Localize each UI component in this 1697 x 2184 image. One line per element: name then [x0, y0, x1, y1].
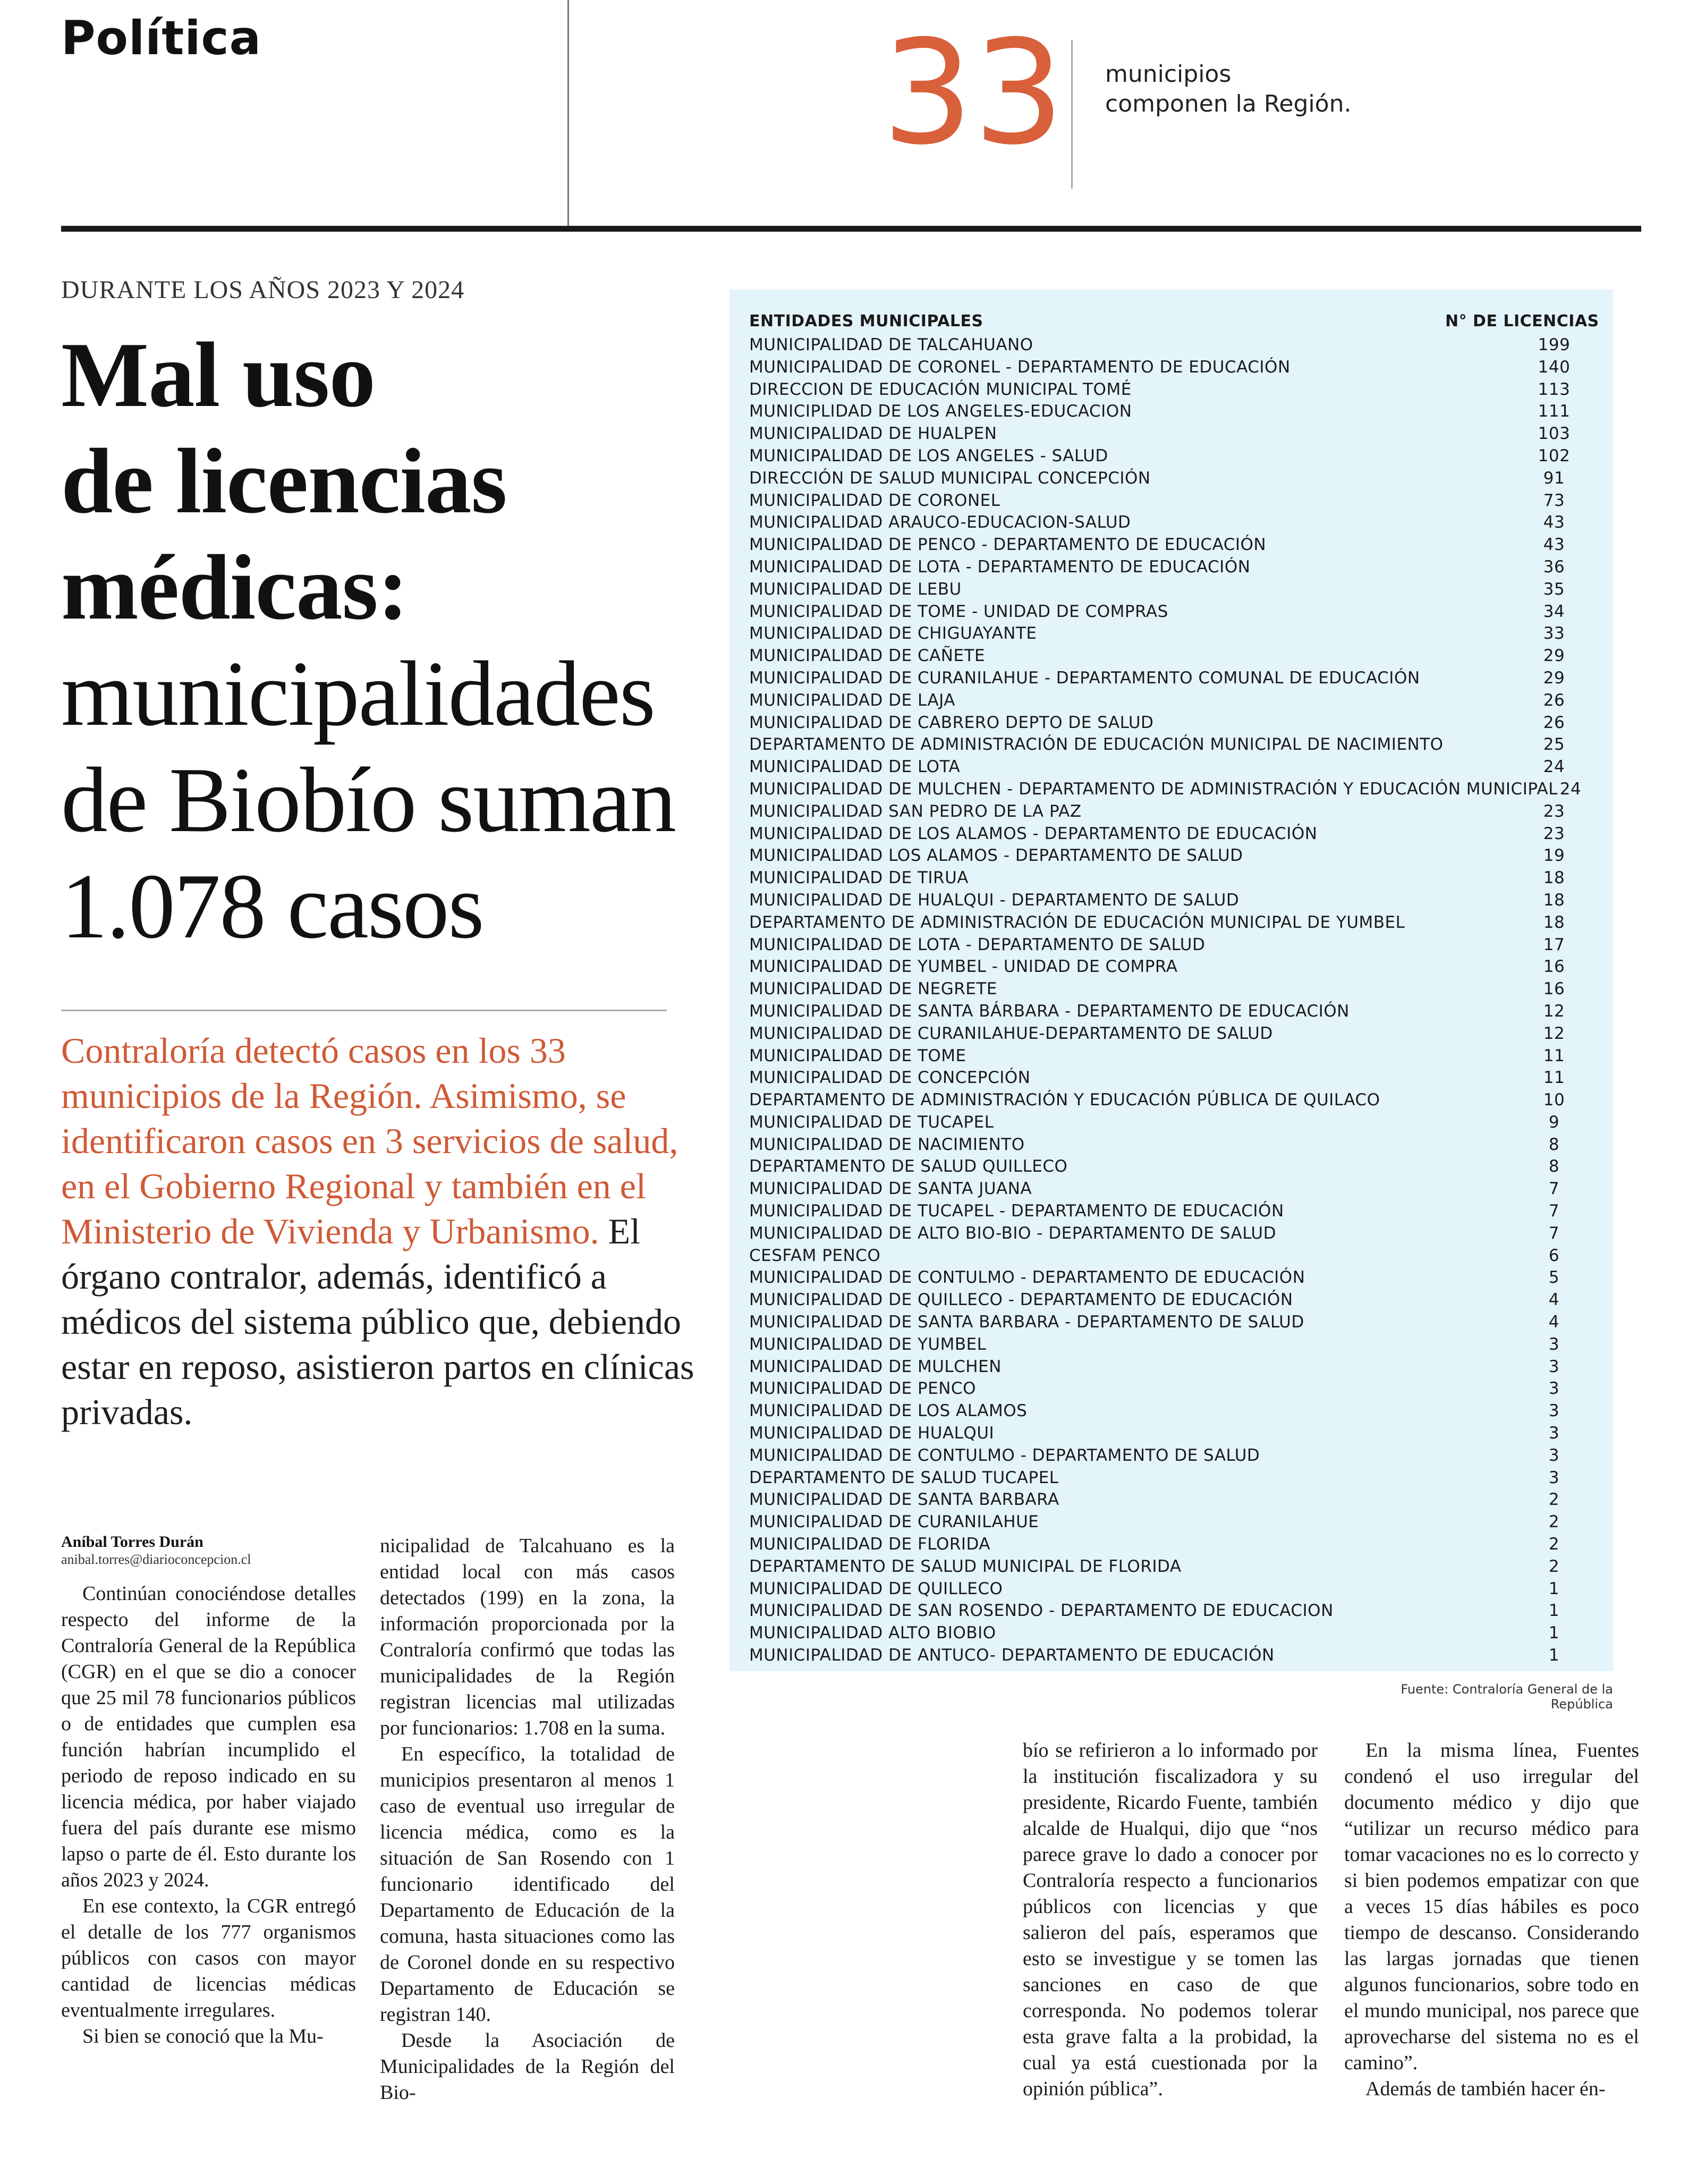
- table-cell-entity: DEPARTAMENTO DE SALUD TUCAPEL: [749, 1468, 1059, 1487]
- deck-text: El órgano contralor, además, identificó a médicos del sistema público que, debiendo estar en reposo, asistieron partos en clínicas privadas.: [61, 1211, 694, 1432]
- table-cell-count: 33: [1543, 624, 1565, 644]
- table-row: [749, 1579, 1583, 1602]
- headline-rule: [61, 1010, 667, 1011]
- table-cell-count: 25: [1543, 735, 1565, 755]
- table-cell-entity: DIRECCION DE EDUCACIÓN MUNICIPAL TOMÉ: [749, 379, 1132, 399]
- table-cell-entity: MUNICIPALIDAD DE CURANILAHUE-DEPARTAMENTO DE SALUD: [749, 1023, 1273, 1043]
- header-rule: [61, 226, 1641, 232]
- table-row: [749, 1601, 1583, 1623]
- table-row: [749, 1490, 1583, 1512]
- table-row: [749, 1535, 1583, 1557]
- table-cell-entity: MUNICIPALIDAD DE YUMBEL - UNIDAD DE COMPRA: [749, 957, 1178, 977]
- table-cell-entity: MUNICIPALIDAD DE HUALPEN: [749, 424, 997, 444]
- body-paragraph: En ese contexto, la CGR entregó el detalle de los 777 organismos públicos con casos con mayor cantidad de licencias médicas eventualmente irregulares.: [61, 1895, 356, 2021]
- table-header-entity: ENTIDADES MUNICIPALES: [749, 312, 983, 331]
- table-row: [749, 1446, 1583, 1468]
- table-cell-count: 24: [1559, 779, 1582, 799]
- licenses-table-panel: [729, 290, 1613, 1671]
- table-cell-count: 23: [1543, 824, 1565, 843]
- table-cell-entity: MUNICIPALIDAD DE TOME: [749, 1046, 966, 1065]
- body-paragraph: En la misma línea, Fuentes condenó el uso irregular del documento médico y dijo que “utilizar un recurso médico para tomar vacaciones no es lo correcto y si bien podemos empatizar con que a veces 15 días hábiles es poco tiempo de descanso. Considerando las largas jornadas que tienen algunos funcionarios, sobre todo en el mundo municipal, nos parece que aprovecharse del sistema no es el camino”.: [1344, 1739, 1639, 2074]
- table-row: [749, 979, 1583, 1002]
- table-cell-count: 7: [1548, 1201, 1560, 1221]
- table-row: [749, 824, 1583, 846]
- table-cell-entity: MUNICIPALIDAD DE FLORIDA: [749, 1535, 991, 1554]
- table-cell-entity: MUNICIPALIDAD DE CONCEPCIÓN: [749, 1068, 1031, 1088]
- table-cell-count: 3: [1548, 1401, 1560, 1421]
- table-row: [749, 735, 1583, 757]
- table-row: [749, 491, 1583, 513]
- table-row: [749, 1224, 1583, 1246]
- table-row: [749, 846, 1583, 868]
- table-cell-entity: MUNICIPALIDAD DE YUMBEL: [749, 1334, 987, 1354]
- table-cell-entity: MUNICIPALIDAD DE SANTA BARBARA: [749, 1490, 1059, 1510]
- table-cell-entity: MUNICIPALIDAD DE PENCO - DEPARTAMENTO DE EDUCACIÓN: [749, 535, 1267, 555]
- table-cell-count: 12: [1543, 1001, 1565, 1021]
- table-cell-entity: MUNICIPALIDAD DE LOS ALAMOS - DEPARTAMENTO DE EDUCACIÓN: [749, 824, 1318, 843]
- table-row: [749, 891, 1583, 913]
- table-cell-count: 19: [1543, 846, 1565, 866]
- table-cell-entity: MUNICIPALIDAD DE QUILLECO - DEPARTAMENTO DE EDUCACIÓN: [749, 1290, 1293, 1310]
- table-cell-count: 103: [1538, 424, 1571, 444]
- table-row: [749, 1246, 1583, 1268]
- article-headline: [61, 321, 731, 959]
- table-cell-count: 8: [1548, 1157, 1560, 1176]
- table-cell-entity: MUNICIPALIDAD DE LOTA: [749, 757, 961, 777]
- headline-line: Mal uso: [61, 323, 375, 426]
- table-cell-count: 3: [1548, 1379, 1560, 1399]
- table-row: [749, 691, 1583, 713]
- table-cell-count: 3: [1548, 1334, 1560, 1354]
- table-cell-count: 3: [1548, 1468, 1560, 1487]
- table-cell-count: 9: [1548, 1112, 1560, 1132]
- table-cell-count: 43: [1543, 513, 1565, 532]
- table-cell-entity: MUNICIPALIDAD DE LAJA: [749, 690, 955, 710]
- table-cell-count: 2: [1548, 1556, 1560, 1576]
- header-divider: [567, 0, 569, 226]
- table-cell-count: 1: [1548, 1579, 1560, 1598]
- table-cell-count: 2: [1548, 1535, 1560, 1554]
- table-cell-count: 35: [1543, 579, 1565, 599]
- table-cell-count: 12: [1543, 1023, 1565, 1043]
- table-row: [749, 935, 1583, 958]
- table-row: [749, 1623, 1583, 1646]
- stat-caption-line: municipios: [1105, 61, 1232, 88]
- table-cell-entity: MUNICIPALIDAD DE NEGRETE: [749, 979, 997, 999]
- table-cell-entity: MUNICIPALIDAD DE CURANILAHUE - DEPARTAMENTO COMUNAL DE EDUCACIÓN: [749, 668, 1420, 688]
- table-cell-entity: MUNICIPALIDAD LOS ALAMOS - DEPARTAMENTO DE SALUD: [749, 846, 1243, 866]
- body-paragraph: Además de también hacer én-: [1365, 2078, 1606, 2100]
- table-cell-count: 5: [1548, 1268, 1560, 1288]
- table-row: [749, 1424, 1583, 1446]
- table-cell-count: 18: [1543, 868, 1565, 888]
- table-row: [749, 535, 1583, 557]
- table-cell-count: 26: [1543, 713, 1565, 732]
- table-cell-count: 1: [1548, 1601, 1560, 1621]
- table-cell-count: 26: [1543, 690, 1565, 710]
- table-cell-entity: MUNICIPALIDAD DE TUCAPEL - DEPARTAMENTO DE EDUCACIÓN: [749, 1201, 1284, 1221]
- table-cell-entity: DEPARTAMENTO DE ADMINISTRACIÓN Y EDUCACIÓN PÚBLICA DE QUILACO: [749, 1090, 1380, 1110]
- table-cell-entity: MUNICIPALIDAD DE SAN ROSENDO - DEPARTAMENTO DE EDUCACION: [749, 1601, 1334, 1621]
- table-cell-count: 111: [1538, 402, 1571, 421]
- stat-number: 33: [882, 9, 1065, 176]
- table-row: [749, 757, 1583, 780]
- table-cell-entity: MUNICIPALIDAD DE MULCHEN: [749, 1357, 1002, 1376]
- table-cell-entity: MUNICIPALIDAD DE CORONEL: [749, 490, 1000, 510]
- table-row: [749, 713, 1583, 735]
- stat-caption: [1105, 60, 1424, 119]
- table-cell-count: 199: [1538, 335, 1571, 354]
- body-paragraph: Si bien se conoció que la Mu-: [82, 2025, 324, 2047]
- table-cell-entity: MUNICIPALIDAD DE HUALQUI: [749, 1424, 995, 1443]
- table-row: [749, 780, 1583, 802]
- table-cell-entity: MUNICIPALIDAD DE ALTO BIO-BIO - DEPARTAMENTO DE SALUD: [749, 1223, 1276, 1243]
- table-cell-entity: MUNICIPALIDAD DE LOTA - DEPARTAMENTO DE SALUD: [749, 935, 1206, 954]
- table-cell-count: 18: [1543, 912, 1565, 932]
- table-row: [749, 1201, 1583, 1224]
- table-cell-count: 102: [1538, 446, 1571, 465]
- table-cell-entity: MUNICIPALIDAD DE LOS ANGELES - SALUD: [749, 446, 1108, 465]
- table-cell-entity: MUNICIPLIDAD DE LOS ANGELES-EDUCACION: [749, 402, 1132, 421]
- table-cell-entity: MUNICIPALIDAD ARAUCO-EDUCACION-SALUD: [749, 513, 1131, 532]
- table-cell-count: 10: [1543, 1090, 1565, 1110]
- table-cell-count: 36: [1543, 557, 1565, 577]
- body-column-4: [1344, 1738, 1639, 2102]
- table-cell-count: 11: [1543, 1046, 1565, 1065]
- table-cell-entity: MUNICIPALIDAD DE CABRERO DEPTO DE SALUD: [749, 713, 1154, 732]
- table-row: [749, 1557, 1583, 1579]
- table-row: [749, 1068, 1583, 1090]
- table-cell-count: 73: [1543, 490, 1565, 510]
- table-row: [749, 1024, 1583, 1046]
- table-row: [749, 802, 1583, 824]
- table-row: [749, 868, 1583, 891]
- table-row: [749, 1290, 1583, 1313]
- table-row: [749, 1113, 1583, 1135]
- body-paragraph: En específico, la totalidad de municipios presentaron al menos 1 caso de eventual uso irregular de licencia médica, como es la situación de San Rosendo con 1 funcionario identificado del Departamento de Educación de la comuna, hasta situaciones como las de Coronel donde en su respectivo Departamento de Educación se registran 140.: [380, 1743, 675, 2026]
- table-cell-entity: MUNICIPALIDAD DE CONTULMO - DEPARTAMENTO DE EDUCACIÓN: [749, 1268, 1305, 1288]
- headline-line: médicas:: [61, 536, 408, 639]
- table-cell-entity: MUNICIPALIDAD DE PENCO: [749, 1379, 976, 1399]
- table-source: Fuente: Contraloría General de la República: [1401, 1682, 1613, 1712]
- author-name: Aníbal Torres Durán: [61, 1533, 203, 1551]
- table-cell-count: 23: [1543, 801, 1565, 821]
- table-cell-entity: MUNICIPALIDAD DE SANTA BÁRBARA - DEPARTAMENTO DE EDUCACIÓN: [749, 1001, 1350, 1021]
- table-row: [749, 446, 1583, 469]
- table-cell-count: 16: [1543, 957, 1565, 977]
- table-cell-entity: MUNICIPALIDAD DE QUILLECO: [749, 1579, 1003, 1598]
- table-cell-entity: DEPARTAMENTO DE SALUD QUILLECO: [749, 1157, 1068, 1176]
- table-header-count: N° DE LICENCIAS: [1445, 312, 1599, 331]
- table-row: [749, 557, 1583, 580]
- table-row: [749, 1268, 1583, 1290]
- table-cell-count: 140: [1538, 357, 1571, 377]
- table-cell-count: 24: [1543, 757, 1565, 777]
- table-cell-entity: MUNICIPALIDAD DE LEBU: [749, 579, 962, 599]
- table-cell-entity: MUNICIPALIDAD DE SANTA BARBARA - DEPARTAMENTO DE SALUD: [749, 1313, 1304, 1332]
- table-row: [749, 1135, 1583, 1157]
- table-row: [749, 913, 1583, 935]
- table-cell-count: 7: [1548, 1179, 1560, 1199]
- table-row: [749, 1157, 1583, 1179]
- table-cell-entity: MUNICIPALIDAD DE TUCAPEL: [749, 1112, 994, 1132]
- table-cell-entity: MUNICIPALIDAD DE ANTUCO- DEPARTAMENTO DE EDUCACIÓN: [749, 1646, 1275, 1665]
- table-cell-entity: MUNICIPALIDAD DE HUALQUI - DEPARTAMENTO DE SALUD: [749, 890, 1240, 910]
- table-cell-entity: DEPARTAMENTO DE SALUD MUNICIPAL DE FLORIDA: [749, 1556, 1182, 1576]
- table-row: [749, 646, 1583, 668]
- table-cell-count: 29: [1543, 646, 1565, 666]
- body-paragraph: bío se refirieron a lo informado por la institución fiscalizadora y su presidente, Ricardo Fuente, también alcalde de Hualqui, dijo que “nos parece grave lo dado a conocer por Contraloría respecto a funcionarios públicos con licencias y que salieron del país, esperamos que esto se investigue y se tomen las sanciones en caso de que corresponda. No podemos tolerar esta grave falta a la probidad, la cual ya está cuestionada por la opinión pública”.: [1023, 1739, 1318, 2100]
- table-cell-count: 34: [1543, 602, 1565, 621]
- table-cell-count: 3: [1548, 1424, 1560, 1443]
- stat-caption-line: componen la Región.: [1105, 90, 1352, 117]
- headline-line: municipalidades: [61, 642, 655, 745]
- table-cell-entity: MUNICIPALIDAD DE CONTULMO - DEPARTAMENTO DE SALUD: [749, 1445, 1260, 1465]
- table-cell-count: 1: [1548, 1646, 1560, 1665]
- headline-line: 1.078 casos: [61, 854, 483, 958]
- table-cell-count: 43: [1543, 535, 1565, 555]
- table-header-row: [749, 312, 1599, 335]
- table-row: [749, 335, 1583, 358]
- table-row: [749, 602, 1583, 624]
- table-cell-count: 4: [1548, 1290, 1560, 1310]
- table-row: [749, 1090, 1583, 1113]
- table-cell-count: 91: [1543, 468, 1565, 488]
- table-cell-entity: DIRECCIÓN DE SALUD MUNICIPAL CONCEPCIÓN: [749, 468, 1151, 488]
- table-cell-entity: MUNICIPALIDAD DE SANTA JUANA: [749, 1179, 1032, 1199]
- table-cell-entity: MUNICIPALIDAD DE CAÑETE: [749, 646, 986, 666]
- article-kicker: DURANTE LOS AÑOS 2023 Y 2024: [61, 276, 465, 304]
- table-cell-count: 8: [1548, 1135, 1560, 1154]
- table-row: [749, 424, 1583, 446]
- table-cell-count: 17: [1543, 935, 1565, 954]
- table-row: [749, 1512, 1583, 1535]
- table-row: [749, 1646, 1583, 1668]
- table-cell-count: 11: [1543, 1068, 1565, 1088]
- licenses-table: [749, 312, 1599, 1668]
- table-cell-entity: MUNICIPALIDAD DE CHIGUAYANTE: [749, 624, 1037, 644]
- table-body: [749, 335, 1583, 1668]
- table-cell-entity: MUNICIPALIDAD DE TALCAHUANO: [749, 335, 1033, 354]
- table-row: [749, 1379, 1583, 1401]
- table-cell-count: 3: [1548, 1445, 1560, 1465]
- body-column-3: [1023, 1738, 1318, 2102]
- section-label: Política: [61, 11, 262, 65]
- headline-line: de licencias: [61, 429, 507, 532]
- table-row: [749, 957, 1583, 979]
- table-row: [749, 1357, 1583, 1379]
- table-row: [749, 668, 1583, 691]
- table-cell-entity: MUNICIPALIDAD SAN PEDRO DE LA PAZ: [749, 801, 1082, 821]
- table-cell-count: 16: [1543, 979, 1565, 999]
- table-cell-count: 29: [1543, 668, 1565, 688]
- table-row: [749, 1313, 1583, 1335]
- table-row: [749, 380, 1583, 402]
- table-row: [749, 580, 1583, 602]
- table-cell-entity: MUNICIPALIDAD DE LOTA - DEPARTAMENTO DE EDUCACIÓN: [749, 557, 1251, 577]
- table-cell-count: 6: [1548, 1246, 1560, 1265]
- table-row: [749, 469, 1583, 491]
- table-cell-entity: MUNICIPALIDAD DE CURANILAHUE: [749, 1512, 1039, 1532]
- body-paragraph: nicipalidad de Talcahuano es la entidad local con más casos detectados (199) en la zona, la información proporcionada por la Contraloría confirmó que todas las municipalidades de la Región registran licencias mal utilizadas por funcionarios: 1.708 en la suma.: [380, 1535, 675, 1739]
- table-cell-count: 2: [1548, 1512, 1560, 1532]
- table-cell-count: 1: [1548, 1623, 1560, 1643]
- table-cell-count: 2: [1548, 1490, 1560, 1510]
- table-cell-entity: MUNICIPALIDAD DE CORONEL - DEPARTAMENTO DE EDUCACIÓN: [749, 357, 1291, 377]
- author-email: anibal.torres@diarioconcepcion.cl: [61, 1552, 251, 1567]
- article-deck: [61, 1028, 699, 1435]
- table-cell-entity: CESFAM PENCO: [749, 1246, 881, 1265]
- table-cell-entity: MUNICIPALIDAD DE LOS ALAMOS: [749, 1401, 1028, 1421]
- table-cell-entity: DEPARTAMENTO DE ADMINISTRACIÓN DE EDUCACIÓN MUNICIPAL DE NACIMIENTO: [749, 735, 1444, 755]
- deck-accent-text: Contraloría detectó casos en los 33 municipios de la Región. Asimismo, se identificaron casos en 3 servicios de salud, en el Gobierno Regional y también en el Ministerio de Vivienda y Urbanismo.: [61, 1030, 678, 1251]
- body-paragraph: Continúan conociéndose detalles respecto del informe de la Contraloría General de la República (CGR) en el que se dio a conocer que 25 mil 78 funcionarios públicos o de entidades que cumplen esa función habrían incumplido el periodo de reposo indicado en su licencia médica, por haber viajado fuera del país durante ese mismo lapso o parte de él. Esto durante los años 2023 y 2024.: [61, 1582, 356, 1891]
- table-row: [749, 358, 1583, 380]
- table-cell-entity: MUNICIPALIDAD DE TIRUA: [749, 868, 969, 888]
- table-cell-entity: MUNICIPALIDAD DE NACIMIENTO: [749, 1135, 1025, 1154]
- table-row: [749, 402, 1583, 424]
- table-row: [749, 624, 1583, 646]
- table-cell-count: 3: [1548, 1357, 1560, 1376]
- table-row: [749, 1046, 1583, 1069]
- headline-line: de Biobío suman: [61, 748, 676, 851]
- table-cell-entity: MUNICIPALIDAD DE MULCHEN - DEPARTAMENTO DE ADMINISTRACIÓN Y EDUCACIÓN MUNICIPAL: [749, 779, 1558, 799]
- table-cell-count: 4: [1548, 1313, 1560, 1332]
- table-row: [749, 1468, 1583, 1491]
- stat-divider: [1071, 40, 1073, 189]
- table-row: [749, 1401, 1583, 1424]
- table-row: [749, 513, 1583, 535]
- table-row: [749, 1179, 1583, 1201]
- body-paragraph: Desde la Asociación de Municipalidades de la Región del Bio-: [380, 2029, 675, 2104]
- table-row: [749, 1335, 1583, 1357]
- table-cell-count: 18: [1543, 890, 1565, 910]
- table-cell-entity: DEPARTAMENTO DE ADMINISTRACIÓN DE EDUCACIÓN MUNICIPAL DE YUMBEL: [749, 912, 1405, 932]
- table-cell-entity: MUNICIPALIDAD ALTO BIOBIO: [749, 1623, 996, 1643]
- table-row: [749, 1002, 1583, 1024]
- body-column-2: [380, 1533, 675, 2106]
- body-column-1: [61, 1581, 356, 2050]
- table-cell-count: 113: [1538, 379, 1571, 399]
- table-cell-entity: MUNICIPALIDAD DE TOME - UNIDAD DE COMPRAS: [749, 602, 1168, 621]
- table-cell-count: 7: [1548, 1223, 1560, 1243]
